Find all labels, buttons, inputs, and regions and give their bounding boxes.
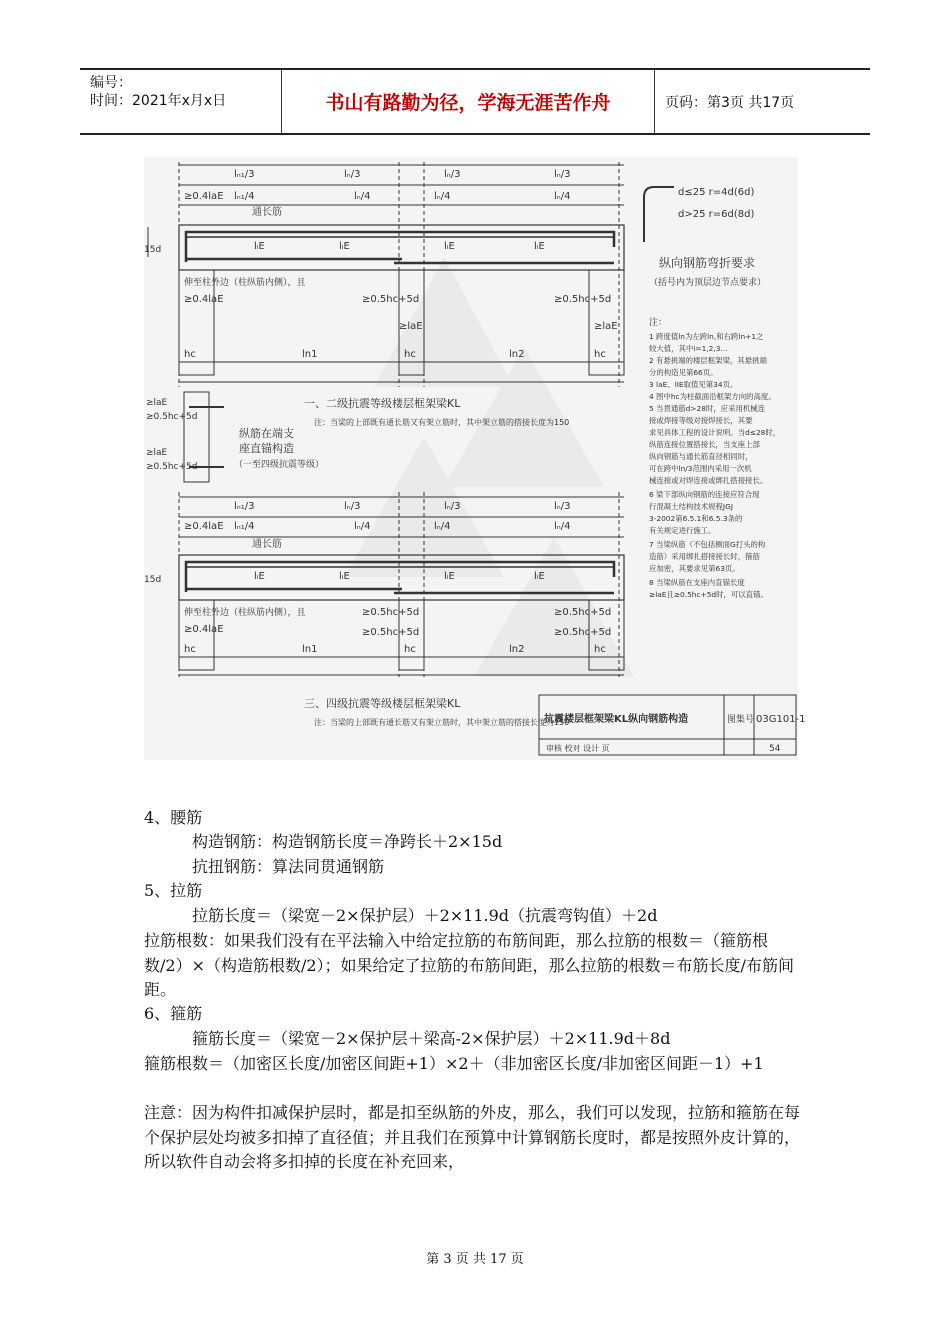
svg-text:lₗE: lₗE <box>534 571 545 582</box>
drawing-note-1: 注：当梁的上部既有通长筋又有架立筋时，其中架立筋的搭接长度为150 <box>314 418 570 427</box>
bend-subtitle: （括号内为顶层边节点要求） <box>649 278 767 288</box>
svg-text:≥laE且≥0.5hc+5d时，可以直锚。: ≥laE且≥0.5hc+5d时，可以直锚。 <box>649 590 768 599</box>
svg-text:3 laE、lIE取值见第34页。: 3 laE、lIE取值见第34页。 <box>649 380 738 389</box>
svg-text:≥0.5hc+5d: ≥0.5hc+5d <box>362 294 420 305</box>
svg-text:15d: 15d <box>144 575 162 585</box>
svg-text:lₙ/3: lₙ/3 <box>554 501 571 512</box>
svg-text:造筋）采用绑扎搭接接长时，箍筋: 造筋）采用绑扎搭接接长时，箍筋 <box>649 552 760 561</box>
section-4-title: 4、腰筋 <box>144 808 203 827</box>
svg-text:lₙ/4: lₙ/4 <box>354 191 371 202</box>
svg-text:lₙ/4: lₙ/4 <box>434 191 451 202</box>
svg-text:较大值，其中i=1,2,3...: 较大值，其中i=1,2,3... <box>649 344 728 353</box>
svg-text:≥0.5hc+5d: ≥0.5hc+5d <box>554 607 612 618</box>
ln2-label-2: ln2 <box>509 644 525 655</box>
section-4-line-2: 抗扭钢筋：算法同贯通钢筋 <box>192 857 385 876</box>
side-label-3: （一至四级抗震等级） <box>234 460 325 470</box>
svg-text:4 图中hc为柱截面沿框架方向的高度。: 4 图中hc为柱截面沿框架方向的高度。 <box>649 392 776 401</box>
svg-text:有关规定进行施工。: 有关规定进行施工。 <box>649 526 716 535</box>
svg-text:6 梁下部纵向钢筋的连接应符合现: 6 梁下部纵向钢筋的连接应符合现 <box>649 490 760 499</box>
svg-text:15d: 15d <box>144 245 162 255</box>
svg-text:≥0.5hc+5d: ≥0.5hc+5d <box>362 627 420 638</box>
svg-text:lₗE: lₗE <box>534 241 545 252</box>
bend-title: 纵向钢筋弯折要求 <box>659 256 756 270</box>
ln1-label-2: ln1 <box>302 644 318 655</box>
svg-text:lₙ₁/3: lₙ₁/3 <box>234 501 255 512</box>
bend-rule-2: d>25 r=6d(8d) <box>678 209 755 220</box>
svg-text:hc: hc <box>404 644 416 655</box>
svg-text:≥laE: ≥laE <box>399 321 423 332</box>
title-block-name: 抗震楼层框架梁KL纵向钢筋构造 <box>544 714 689 725</box>
svg-text:≥0.5hc+5d: ≥0.5hc+5d <box>554 294 612 305</box>
svg-text:求见具体工程的设计说明。当d≤28时，: 求见具体工程的设计说明。当d≤28时， <box>649 428 781 437</box>
svg-text:lₗE: lₗE <box>254 571 265 582</box>
svg-text:lₙ/4: lₙ/4 <box>554 521 571 532</box>
note-paragraph: 注意：因为构件扣减保护层时，都是扣至纵筋的外皮，那么，我们可以发现，拉筋和箍筋在每个保护层处均被多扣掉了直径值；并且我们在预算中计算钢筋长度时，都是按照外皮计算的，所以软件自动会将多扣掉的长度在补充回来， <box>144 1103 801 1171</box>
title-block-page: 54 <box>769 744 781 754</box>
svg-text:lₙ/4: lₙ/4 <box>554 191 571 202</box>
svg-text:纵筋连接位置搭接长，当支座上部: 纵筋连接位置搭接长，当支座上部 <box>649 440 760 449</box>
section-4-line-1: 构造钢筋：构造钢筋长度＝净跨长＋2×15d <box>192 832 503 851</box>
ln2-label-1: ln2 <box>509 349 525 360</box>
page-header <box>80 68 870 135</box>
title-block-code: 03G101-1 <box>756 714 806 725</box>
svg-text:2 有悬挑端的楼层框架梁，其悬挑端: 2 有悬挑端的楼层框架梁，其悬挑端 <box>649 356 767 365</box>
svg-text:lₙ/3: lₙ/3 <box>444 501 461 512</box>
svg-text:≥0.4laE: ≥0.4laE <box>184 294 224 305</box>
svg-text:hc: hc <box>404 349 416 360</box>
svg-text:5 当贯通筋d>28时，应采用机械连: 5 当贯通筋d>28时，应采用机械连 <box>649 404 766 413</box>
document-date-label: 时间：2021年x月x日 <box>90 93 227 109</box>
svg-text:1 跨度值ln为左跨ln,和右跨ln+1之: 1 跨度值ln为左跨ln,和右跨ln+1之 <box>649 332 764 341</box>
section-5-line-1: 拉筋长度＝（梁宽－2×保护层）＋2×11.9d（抗震弯钩值）＋2d <box>192 906 658 925</box>
svg-text:lₙ/3: lₙ/3 <box>344 501 361 512</box>
svg-text:lₙ/4: lₙ/4 <box>434 521 451 532</box>
svg-text:分的构造见第66页。: 分的构造见第66页。 <box>649 368 718 377</box>
svg-text:lₙ₁/4: lₙ₁/4 <box>234 191 255 202</box>
drawing-note-2: 注：当梁的上部既有通长筋又有架立筋时，其中架立筋的搭接长度为150 <box>314 718 570 727</box>
svg-text:≥0.4laE: ≥0.4laE <box>184 191 224 202</box>
svg-text:lₙ₁/4: lₙ₁/4 <box>234 521 255 532</box>
notes-title: 注： <box>649 318 668 328</box>
svg-text:lₗE: lₗE <box>254 241 265 252</box>
title-block-row: 审核 校对 设计 页 <box>546 744 610 753</box>
anchor-note-1: 伸至柱外边（柱纵筋内侧），且 <box>184 278 306 288</box>
beam-reinforcement-drawing <box>144 157 806 760</box>
svg-text:hc: hc <box>594 349 606 360</box>
header-motto: 书山有路勤为径，学海无涯苦作舟 <box>282 70 655 133</box>
side-label-2: 座直锚构造 <box>239 442 294 455</box>
svg-text:3-2002第6.5.1和6.5.3条的: 3-2002第6.5.1和6.5.3条的 <box>649 514 743 523</box>
anchor-note-2: 伸至柱外边（柱纵筋内侧），且 <box>184 608 306 618</box>
header-meta-cell <box>80 70 282 133</box>
svg-text:7 当梁纵筋（不包括侧面G打头的构: 7 当梁纵筋（不包括侧面G打头的构 <box>649 540 766 549</box>
svg-text:lₗE: lₗE <box>444 241 455 252</box>
side-label-1: 纵筋在端支 <box>239 427 294 440</box>
svg-text:lₗE: lₗE <box>339 571 350 582</box>
svg-text:应加密，其要求见第63页。: 应加密，其要求见第63页。 <box>649 564 740 573</box>
svg-text:hc: hc <box>184 644 196 655</box>
svg-text:lₙ/3: lₙ/3 <box>444 169 461 180</box>
svg-text:纵向钢筋与通长筋直径相同时，: 纵向钢筋与通长筋直径相同时， <box>649 452 753 461</box>
drawing-svg <box>144 157 806 760</box>
header-page-number: 页码：第3页 共17页 <box>665 94 795 111</box>
title-block-label: 图集号 <box>727 715 755 725</box>
svg-text:≥laE: ≥laE <box>146 448 168 458</box>
svg-text:≥0.5hc+5d: ≥0.5hc+5d <box>146 462 198 472</box>
svg-text:≥laE: ≥laE <box>594 321 618 332</box>
section-5-paragraph: 拉筋根数：如果我们没有在平法输入中给定拉筋的布筋间距，那么拉筋的根数＝（箍筋根数/2）×（构造筋根数/2）；如果给定了拉筋的布筋间距，那么拉筋的根数＝布筋长度/布筋间距。 <box>144 931 794 999</box>
ln1-label-1: ln1 <box>302 349 318 360</box>
svg-text:8 当梁纵筋在支座内直锚长度: 8 当梁纵筋在支座内直锚长度 <box>649 578 745 587</box>
svg-text:hc: hc <box>594 644 606 655</box>
svg-text:lₙ/3: lₙ/3 <box>554 169 571 180</box>
svg-text:lₙ/4: lₙ/4 <box>354 521 371 532</box>
svg-text:接或焊接等级对接焊接长，其要: 接或焊接等级对接焊接长，其要 <box>649 416 753 425</box>
svg-text:≥0.5hc+5d: ≥0.5hc+5d <box>554 627 612 638</box>
svg-text:≥0.4laE: ≥0.4laE <box>184 521 224 532</box>
svg-text:可在跨中ln/3范围内采用一次机: 可在跨中ln/3范围内采用一次机 <box>649 464 752 473</box>
drawing-title-2: 三、四级抗震等级楼层框架梁KL <box>304 697 461 710</box>
page-footer: 第 3 页 共 17 页 <box>426 1252 524 1267</box>
svg-text:lₙ/3: lₙ/3 <box>344 169 361 180</box>
svg-text:≥0.4laE: ≥0.4laE <box>184 624 224 635</box>
svg-text:≥laE: ≥laE <box>146 398 168 408</box>
svg-text:行混凝土结构技术规程JGJ: 行混凝土结构技术规程JGJ <box>649 502 733 511</box>
svg-text:lₗE: lₗE <box>444 571 455 582</box>
section-5-title: 5、拉筋 <box>144 881 203 900</box>
section-6-title: 6、箍筋 <box>144 1004 203 1023</box>
svg-text:械连接或对焊连接或绑扎搭接接长。: 械连接或对焊连接或绑扎搭接接长。 <box>649 476 768 485</box>
svg-text:lₙ₁/3: lₙ₁/3 <box>234 169 255 180</box>
svg-text:≥0.5hc+5d: ≥0.5hc+5d <box>362 607 420 618</box>
svg-text:≥0.5hc+5d: ≥0.5hc+5d <box>146 412 198 422</box>
document-number-label: 编号： <box>90 75 132 91</box>
drawing-title-1: 一、二级抗震等级楼层框架梁KL <box>304 397 461 410</box>
tongchang-label-2: 通长筋 <box>252 539 282 550</box>
svg-text:hc: hc <box>184 349 196 360</box>
section-6-line-1: 箍筋长度＝（梁宽－2×保护层＋梁高-2×保护层）＋2×11.9d＋8d <box>192 1029 671 1048</box>
svg-text:lₗE: lₗE <box>339 241 350 252</box>
bend-rule-1: d≤25 r=4d(6d) <box>678 187 755 198</box>
section-6-paragraph: 箍筋根数＝（加密区长度/加密区间距+1）×2＋（非加密区长度/非加密区间距－1）+1 <box>144 1054 764 1073</box>
tongchang-label-1: 通长筋 <box>252 207 282 218</box>
